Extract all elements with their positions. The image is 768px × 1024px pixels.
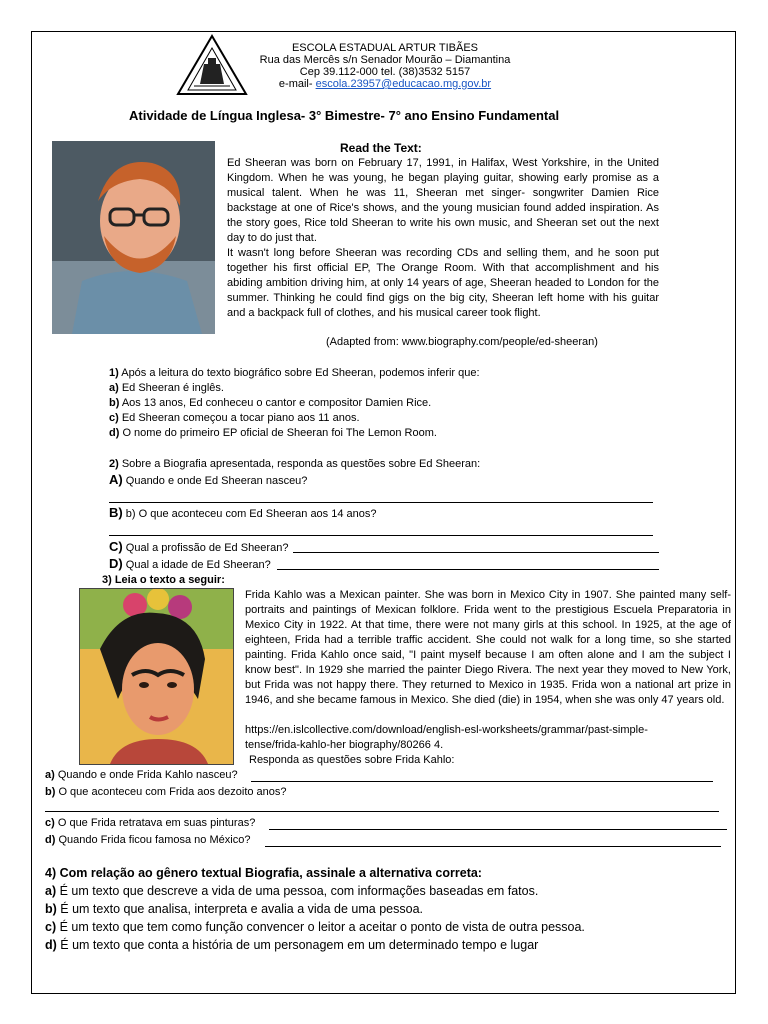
school-email-link[interactable]: escola.23957@educacao.mg.gov.br <box>315 78 492 90</box>
question-1: 1) Após a leitura do texto biográfico sobre Ed Sheeran, podemos inferir que: a) Ed Sheeran é inglês. b) Aos 13 anos, Ed conheceu o cantor e compositor Damien Rice. c) Ed Sheeran começou a tocar piano aos 11 anos. d) O nome do primeiro EP oficial de Sheeran foi The Lemon Room. <box>109 367 480 439</box>
q1-option-a[interactable]: a) Ed Sheeran é inglês. <box>109 382 224 394</box>
q1-option-d[interactable]: d) O nome do primeiro EP oficial de Sheeran foi The Lemon Room. <box>109 427 437 439</box>
q2-c: C) Qual a profissão de Ed Sheeran? <box>109 539 289 554</box>
reading-source: (Adapted from: www.biography.com/people/ed-sheeran) <box>326 336 598 348</box>
q2-d: D) Qual a idade de Ed Sheeran? <box>109 556 271 571</box>
ed-sheeran-para-1: Ed Sheeran was born on February 17, 1991, in Halifax, West Yorkshire, in the United Kingdom. When he was young, he began playing guitar, showing early promise as a musical talent. When he was 11, Sheeran met singer- songwriter Damien Rice backstage at one of Rice's shows, and the young musician found added inspiration. As the story goes, Rice told Sheeran to write his own music, and Sheeran set out the next day to do just that. <box>227 157 659 244</box>
q4-option-d[interactable]: d) É um texto que conta a história de um personagem em um determinado tempo e lugar <box>45 938 539 952</box>
q1-option-c[interactable]: c) Ed Sheeran começou a tocar piano aos 11 anos. <box>109 412 360 424</box>
q3-item-c: c) O que Frida retratava em suas pinturas? <box>45 817 256 829</box>
question-4-heading: 4) Com relação ao gênero textual Biografia, assinale a alternativa correta: <box>45 866 482 880</box>
q4-option-b[interactable]: b) É um texto que analisa, interpreta e avalia a vida de uma pessoa. <box>45 902 424 916</box>
activity-title: Atividade de Língua Inglesa- 3° Bimestre- 7° ano Ensino Fundamental <box>129 108 560 123</box>
q3-c-answer-line[interactable] <box>269 829 727 830</box>
question-4-options <box>45 882 585 954</box>
q3-item-b: b) O que aconteceu com Frida aos dezoito anos? <box>45 786 287 798</box>
q2-a-answer-line[interactable] <box>109 502 653 503</box>
q3-a-answer-line[interactable] <box>251 781 713 782</box>
q2-a: A) Quando e onde Ed Sheeran nasceu? <box>109 472 308 487</box>
ed-sheeran-para-2: It wasn't long before Sheeran was recording CDs and selling them, and he soon put together his first official EP, The Orange Room. With that accomplishment and his abiding ambition driving him, at only 14 years of age, Sheeran headed to London for the summer. Thinking he could find gigs on the big city, Sheeran left home with his guitar and a backpack full of clothes, and his musical career took flight. <box>227 247 659 319</box>
frida-instruction: Responda as questões sobre Frida Kahlo: <box>249 754 455 766</box>
q2-b-answer-line[interactable] <box>109 535 653 536</box>
q3-item-d: d) Quando Frida ficou famosa no México? <box>45 834 251 846</box>
reading-heading: Read the Text: <box>340 141 422 155</box>
ed-sheeran-photo <box>52 141 215 334</box>
q3-d-answer-line[interactable] <box>265 846 721 847</box>
school-email-line: e-mail- escola.23957@educacao.mg.gov.br <box>278 78 492 90</box>
frida-kahlo-painting <box>79 588 234 765</box>
q4-option-a[interactable]: a) É um texto que descreve a vida de uma pessoa, com informações baseadas em fatos. <box>45 884 539 898</box>
school-header <box>230 42 540 90</box>
school-address: Rua das Mercês s/n Senador Mourão – Diamantina <box>259 54 511 66</box>
q3-item-a: a) Quando e onde Frida Kahlo nasceu? <box>45 769 238 781</box>
q4-option-c[interactable]: c) É um texto que tem como função convencer o leitor a aceitar o ponto de vista de outra pessoa. <box>45 920 585 934</box>
ed-sheeran-text <box>227 156 659 321</box>
q2-c-answer-line[interactable] <box>293 552 659 553</box>
q1-option-b[interactable]: b) Aos 13 anos, Ed conheceu o cantor e compositor Damien Rice. <box>109 397 432 409</box>
q3-b-answer-line[interactable] <box>45 811 719 812</box>
frida-kahlo-text: Frida Kahlo was a Mexican painter. She was born in Mexico City in 1907. She painted many self-portraits and paintings of Mexican folklore. Frida went to the prestigious Escuela Preparatoria in Mexico City in 1922. At that time, there were not many girls at this school. In 1925, at the age of eighteen, Frida had a terrible traffic accident. She could not walk for a long time, so she started painting. Frida Kahlo once said, "I paint myself because I am often alone and I am the subject I know best". In 1929 she married the painter Diego Rivera. The next year they moved to New York, but Frida was not happy there. They returned to Mexico in 1935. Frida won a national art prize in 1946, and she became famous in Mexico. She died (die) in 1954, when she was only 47 years old. <box>245 589 731 706</box>
question-3-heading: 3) Leia o texto a seguir: <box>102 574 225 586</box>
frida-source-link[interactable]: https://en.islcollective.com/download/english-esl-worksheets/grammar/past-simple- tense/frida-kahlo-her biography/80266 4. <box>245 724 648 751</box>
question-2-intro: 2) Sobre a Biografia apresentada, responda as questões sobre Ed Sheeran: <box>109 458 481 470</box>
q2-b: B) b) O que aconteceu com Ed Sheeran aos 14 anos? <box>109 505 377 520</box>
school-contact: Cep 39.112-000 tel. (38)3532 5157 <box>299 66 471 78</box>
school-name: ESCOLA ESTADUAL ARTUR TIBÃES <box>291 42 479 54</box>
q2-d-answer-line[interactable] <box>277 569 659 570</box>
